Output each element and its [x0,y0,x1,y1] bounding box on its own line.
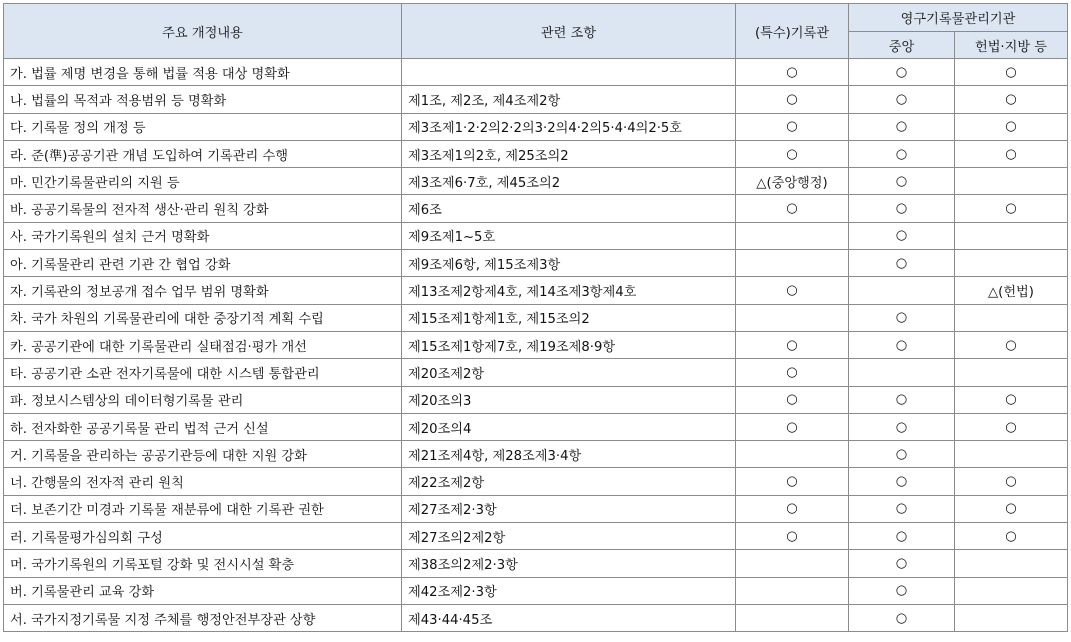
central-cell: ○ [849,577,955,604]
central-cell: ○ [849,113,955,140]
special-cell: ○ [736,468,849,495]
law-cell: 제21조제4항, 제28조제3·4항 [402,441,736,468]
central-cell: ○ [849,468,955,495]
law-cell: 제6조 [402,195,736,222]
law-cell: 제13조제2항제4호, 제14조제3항제4호 [402,277,736,304]
item-cell: 가. 법률 제명 변경을 통해 법률 적용 대상 명확화 [4,59,402,86]
central-cell: ○ [849,304,955,331]
table-row [4,441,1068,468]
item-cell: 바. 공공기록물의 전자적 생산·관리 원칙 강화 [4,195,402,222]
law-cell: 제22조제2항 [402,468,736,495]
central-cell: ○ [849,441,955,468]
item-cell: 머. 국가기록원의 기록포털 강화 및 전시시설 확충 [4,550,402,577]
law-cell: 제3조제1의2호, 제25조의2 [402,140,736,167]
constitutional-cell: ○ [955,413,1068,440]
special-cell: ○ [736,523,849,550]
item-cell: 타. 공공기관 소관 전자기록물에 대한 시스템 통합관리 [4,359,402,386]
table-row [4,550,1068,577]
central-cell [849,277,955,304]
item-cell: 하. 전자화한 공공기록물 관리 법적 근거 신설 [4,413,402,440]
item-cell: 카. 공공기관에 대한 기록물관리 실태점검·평가 개선 [4,331,402,358]
table-row [4,413,1068,440]
constitutional-cell [955,222,1068,249]
table-row [4,168,1068,195]
special-cell: ○ [736,413,849,440]
constitutional-cell [955,577,1068,604]
central-cell: ○ [849,250,955,277]
constitutional-cell: ○ [955,495,1068,522]
table-row [4,195,1068,222]
item-cell: 나. 법률의 목적과 적용범위 등 명확화 [4,86,402,113]
central-cell: ○ [849,86,955,113]
central-cell: ○ [849,59,955,86]
special-cell: ○ [736,140,849,167]
special-cell: ○ [736,495,849,522]
table-row [4,468,1068,495]
special-cell [736,550,849,577]
law-cell: 제9조제6항, 제15조제3항 [402,250,736,277]
constitutional-cell: ○ [955,140,1068,167]
central-cell: ○ [849,222,955,249]
item-cell: 거. 기록물을 관리하는 공공기관등에 대한 지원 강화 [4,441,402,468]
constitutional-cell [955,441,1068,468]
constitutional-cell: ○ [955,59,1068,86]
special-cell: ○ [736,195,849,222]
header-law: 관련 조항 [402,4,736,59]
constitutional-cell: ○ [955,386,1068,413]
special-cell: △(중앙행정) [736,168,849,195]
law-cell: 제3조제1·2·2의2·2의3·2의4·2의5·4·4의2·5호 [402,113,736,140]
central-cell: ○ [849,523,955,550]
constitutional-cell: ○ [955,468,1068,495]
item-cell: 라. 준(準)공공기관 개념 도입하여 기록관리 수행 [4,140,402,167]
special-cell [736,604,849,631]
law-cell: 제38조의2제2·3항 [402,550,736,577]
central-cell: ○ [849,168,955,195]
item-cell: 다. 기록물 정의 개정 등 [4,113,402,140]
law-cell: 제42조제2·3항 [402,577,736,604]
law-cell: 제9조제1~5호 [402,222,736,249]
constitutional-cell [955,550,1068,577]
special-cell [736,577,849,604]
special-cell: ○ [736,331,849,358]
table-row [4,604,1068,631]
constitutional-cell: ○ [955,331,1068,358]
special-cell [736,304,849,331]
central-cell [849,359,955,386]
special-cell: ○ [736,386,849,413]
central-cell: ○ [849,550,955,577]
special-cell: ○ [736,86,849,113]
constitutional-cell: ○ [955,86,1068,113]
item-cell: 마. 민간기록물관리의 지원 등 [4,168,402,195]
constitutional-cell [955,359,1068,386]
constitutional-cell: △(헌법) [955,277,1068,304]
item-cell: 사. 국가기록원의 설치 근거 명확화 [4,222,402,249]
item-cell: 자. 기록관의 정보공개 접수 업무 범위 명확화 [4,277,402,304]
item-cell: 아. 기록물관리 관련 기관 간 협업 강화 [4,250,402,277]
table-row [4,304,1068,331]
item-cell: 더. 보존기간 미경과 기록물 재분류에 대한 기록관 권한 [4,495,402,522]
item-cell: 차. 국가 차원의 기록물관리에 대한 중장기적 계획 수립 [4,304,402,331]
constitutional-cell: ○ [955,523,1068,550]
item-cell: 파. 정보시스템상의 데이터형기록물 관리 [4,386,402,413]
header-central: 중앙 [849,32,955,59]
table-container [3,3,1068,632]
constitutional-cell [955,168,1068,195]
header-constitutional: 헌법·지방 등 [955,32,1068,59]
law-cell: 제1조, 제2조, 제4조제2항 [402,86,736,113]
special-cell: ○ [736,59,849,86]
special-cell [736,222,849,249]
law-cell: 제20조의3 [402,386,736,413]
header-permanent: 영구기록물관리기관 [849,4,1068,32]
special-cell: ○ [736,277,849,304]
special-cell [736,441,849,468]
table-row [4,386,1068,413]
central-cell: ○ [849,604,955,631]
table-row [4,140,1068,167]
revision-table [3,3,1068,632]
constitutional-cell: ○ [955,113,1068,140]
table-row [4,113,1068,140]
law-cell: 제15조제1항제1호, 제15조의2 [402,304,736,331]
table-row [4,86,1068,113]
table-row [4,222,1068,249]
special-cell: ○ [736,359,849,386]
law-cell: 제27조의2제2항 [402,523,736,550]
central-cell: ○ [849,413,955,440]
law-cell: 제3조제6·7호, 제45조의2 [402,168,736,195]
header-special: (특수)기록관 [736,4,849,59]
table-body [4,59,1068,632]
constitutional-cell [955,250,1068,277]
table-row [4,495,1068,522]
header-item: 주요 개정내용 [4,4,402,59]
constitutional-cell: ○ [955,195,1068,222]
table-row [4,359,1068,386]
central-cell: ○ [849,386,955,413]
central-cell: ○ [849,195,955,222]
constitutional-cell [955,304,1068,331]
table-row [4,277,1068,304]
item-cell: 버. 기록물관리 교육 강화 [4,577,402,604]
law-cell: 제15조제1항제7호, 제19조제8·9항 [402,331,736,358]
central-cell: ○ [849,140,955,167]
item-cell: 서. 국가지정기록물 지정 주체를 행정안전부장관 상향 [4,604,402,631]
item-cell: 너. 간행물의 전자적 관리 원칙 [4,468,402,495]
law-cell: 제43·44·45조 [402,604,736,631]
law-cell: 제27조제2·3항 [402,495,736,522]
law-cell [402,59,736,86]
special-cell [736,250,849,277]
table-row [4,577,1068,604]
law-cell: 제20조제2항 [402,359,736,386]
central-cell: ○ [849,331,955,358]
table-row [4,250,1068,277]
item-cell: 러. 기록물평가심의회 구성 [4,523,402,550]
special-cell: ○ [736,113,849,140]
table-row [4,59,1068,86]
law-cell: 제20조의4 [402,413,736,440]
table-row [4,523,1068,550]
table-row [4,331,1068,358]
constitutional-cell [955,604,1068,631]
central-cell: ○ [849,495,955,522]
